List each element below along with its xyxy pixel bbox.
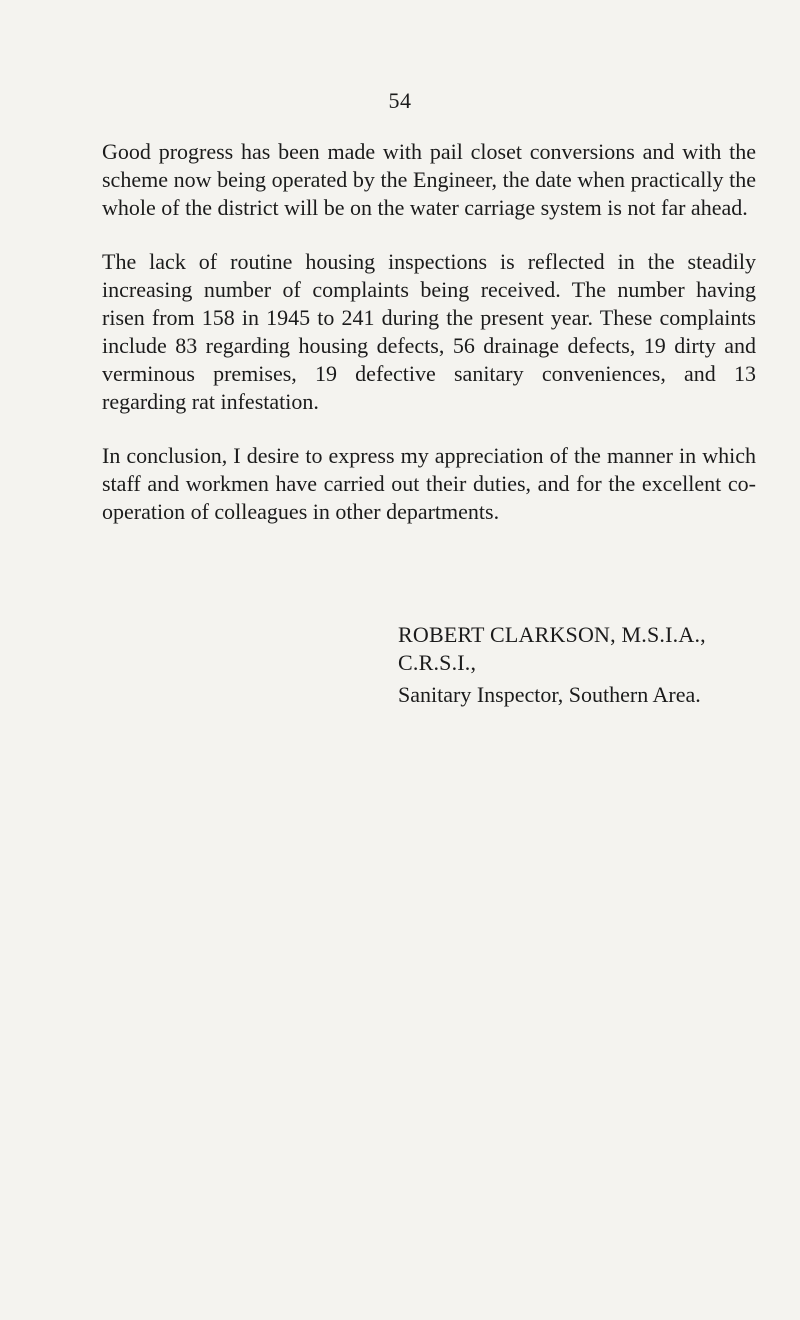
signature-block <box>398 621 778 709</box>
paragraph-conclusion: In conclusion, I desire to express my appreciation of the manner in which staff and workmen have carried out their duties, and for the excellent co-operation of colleagues in other departments. <box>102 443 756 524</box>
paragraph-pail-closet-conversions: Good progress has been made with pail closet conversions and with the scheme now being operated by the Engineer, the date when practically the whole of the district will be on the water carriage system is not far ahead. <box>102 139 756 220</box>
signatory-name: ROBERT CLARKSON, M.S.I.A., C.R.S.I., <box>398 622 706 675</box>
signatory-title: Sanitary Inspector, Southern Area. <box>398 682 701 707</box>
paragraph-housing-complaints: The lack of routine housing inspections is reflected in the steadily increasing number of complaints being received. The number having risen from 158 in 1945 to 241 during the present year. These complaints include 83 regarding housing defects, 56 drainage defects, 19 dirty and verminous premises, 19 defective sanitary conveniences, and 13 regarding rat infestation. <box>102 249 756 414</box>
report-body <box>102 138 756 552</box>
page-number: 54 <box>388 88 412 113</box>
